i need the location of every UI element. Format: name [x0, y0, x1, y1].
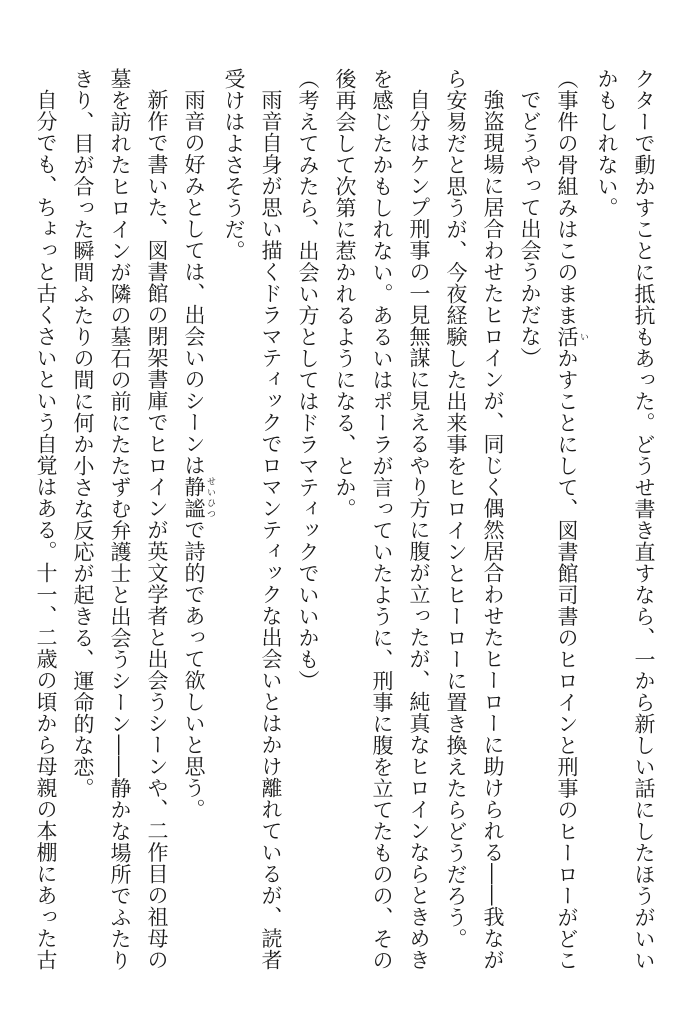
text-line: 強盗現場に居合わせたヒロインが、同じく偶然居合わせたヒーローに助けられる――我なが: [481, 89, 505, 971]
text-line: 雨音自身が思い描くドラマティックでロマンティックな出会いとはかけ離れているが、読者: [259, 89, 283, 971]
text-line: 自分でも、ちょっと古くさいという自覚はある。十一、二歳の頃から母親の本棚にあった古: [34, 89, 58, 971]
text-line: 後再会して次第に惹かれるようになる、とか。: [333, 68, 357, 520]
text-line: 自分はケンプ刑事の一見無謀に見えるやり方に腹が立ったが、純真なヒロインならときめき: [407, 89, 431, 971]
furigana: 活 い: [555, 326, 588, 348]
text-line: を感じたかもしれない。あるいはポーラが言っていたように、刑事に腹を立てたものの、その: [370, 68, 394, 971]
vertical-text-body: [22, 68, 662, 971]
text-line: 受けはよさそうだ。: [222, 68, 246, 262]
text-line: （事件の骨組みはこのまま活 いかすことにして、図書館司書のヒロインと刑事のヒーローがどこ: [555, 68, 588, 971]
text-line: （考えてみたら、出会い方としてはドラマティックでいいかも）: [296, 68, 320, 692]
text-line: クターで動かすことに抵抗もあった。どうせ書き直すなら、一から新しい話にしたほうがいい: [632, 68, 656, 971]
text-line: でどうやって出会うかだな）: [518, 89, 542, 369]
text-line: かもしれない。: [595, 68, 619, 219]
text-line: 新作で書いた、図書館の閉架書庫でヒロインが英文学者と出会うシーンや、二作目の祖母の: [145, 89, 169, 971]
text-line: 墓を訪れたヒロインが隣の墓石の前にたたずむ弁護士と出会うシーン――静かな場所でふたり: [108, 68, 132, 971]
text-line: 雨音の好みとしては、出会いのシーンは静謐 せいひつで詩的であって欲しいと思う。: [182, 89, 215, 820]
text-line: ら安易だと思うが、今夜経験した出来事をヒロインとヒーローに置き換えたらどうだろう。: [444, 68, 468, 950]
furigana: 静謐 せいひつ: [182, 476, 215, 519]
text-line: きり、目が合った瞬間ふたりの間に何か小さな反応が起きる、運命的な恋。: [71, 68, 95, 799]
